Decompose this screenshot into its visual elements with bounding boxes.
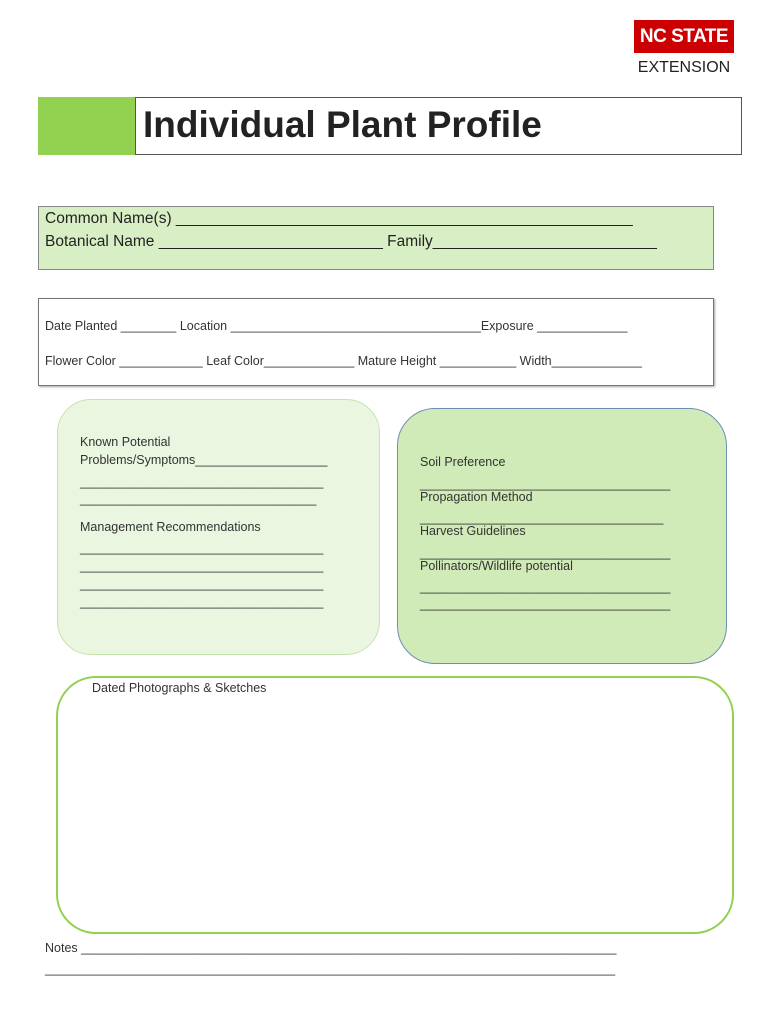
growing-section <box>397 408 727 664</box>
page-title: Individual Plant Profile <box>143 104 542 145</box>
problems-symptoms-field[interactable]: Problems/Symptoms___________________ <box>80 453 328 467</box>
pollinators-line-1[interactable]: ____________________________________ <box>420 580 671 594</box>
management-line-4[interactable]: ___________________________________ <box>80 595 324 609</box>
problems-line-1[interactable]: ___________________________________ <box>80 475 324 489</box>
planting-row-2[interactable]: Flower Color ____________ Leaf Color_____________ Mature Height ___________ Width_____________ <box>45 354 642 368</box>
plant-names-section <box>38 206 714 270</box>
management-label: Management Recommendations <box>80 520 261 534</box>
propagation-line[interactable]: ___________________________________ <box>420 511 664 525</box>
problems-line-2[interactable]: __________________________________ <box>80 492 317 506</box>
planting-row-1[interactable]: Date Planted ________ Location ____________________________________Exposure _____________ <box>45 319 628 333</box>
photos-label: Dated Photographs & Sketches <box>92 681 267 695</box>
title-green-block <box>38 97 136 155</box>
harvest-line[interactable]: ____________________________________ <box>420 546 671 560</box>
management-line-1[interactable]: ___________________________________ <box>80 541 324 555</box>
planting-details-section <box>38 298 714 386</box>
known-potential-label: Known Potential <box>80 435 171 449</box>
extension-label: EXTENSION <box>637 59 731 76</box>
management-line-2[interactable]: ___________________________________ <box>80 559 324 573</box>
soil-preference-label: Soil Preference <box>420 455 506 469</box>
harvest-label: Harvest Guidelines <box>420 524 526 538</box>
pollinators-label: Pollinators/Wildlife potential <box>420 559 573 573</box>
notes-line-1[interactable]: Notes _____________________________________________________________________________ <box>45 941 617 955</box>
problems-section <box>57 399 380 655</box>
notes-line-2[interactable]: __________________________________________________________________________________ <box>45 962 616 976</box>
common-name-field[interactable]: Common Name(s) _____________________________________________________ <box>45 210 633 227</box>
soil-preference-line[interactable]: ____________________________________ <box>420 477 671 491</box>
propagation-label: Propagation Method <box>420 490 533 504</box>
botanical-family-field[interactable]: Botanical Name __________________________ Family__________________________ <box>45 233 657 250</box>
photos-sketches-area[interactable] <box>56 676 734 934</box>
management-line-3[interactable]: ___________________________________ <box>80 577 324 591</box>
nc-state-logo: NC STATE <box>634 20 734 53</box>
pollinators-line-2[interactable]: ____________________________________ <box>420 597 671 611</box>
